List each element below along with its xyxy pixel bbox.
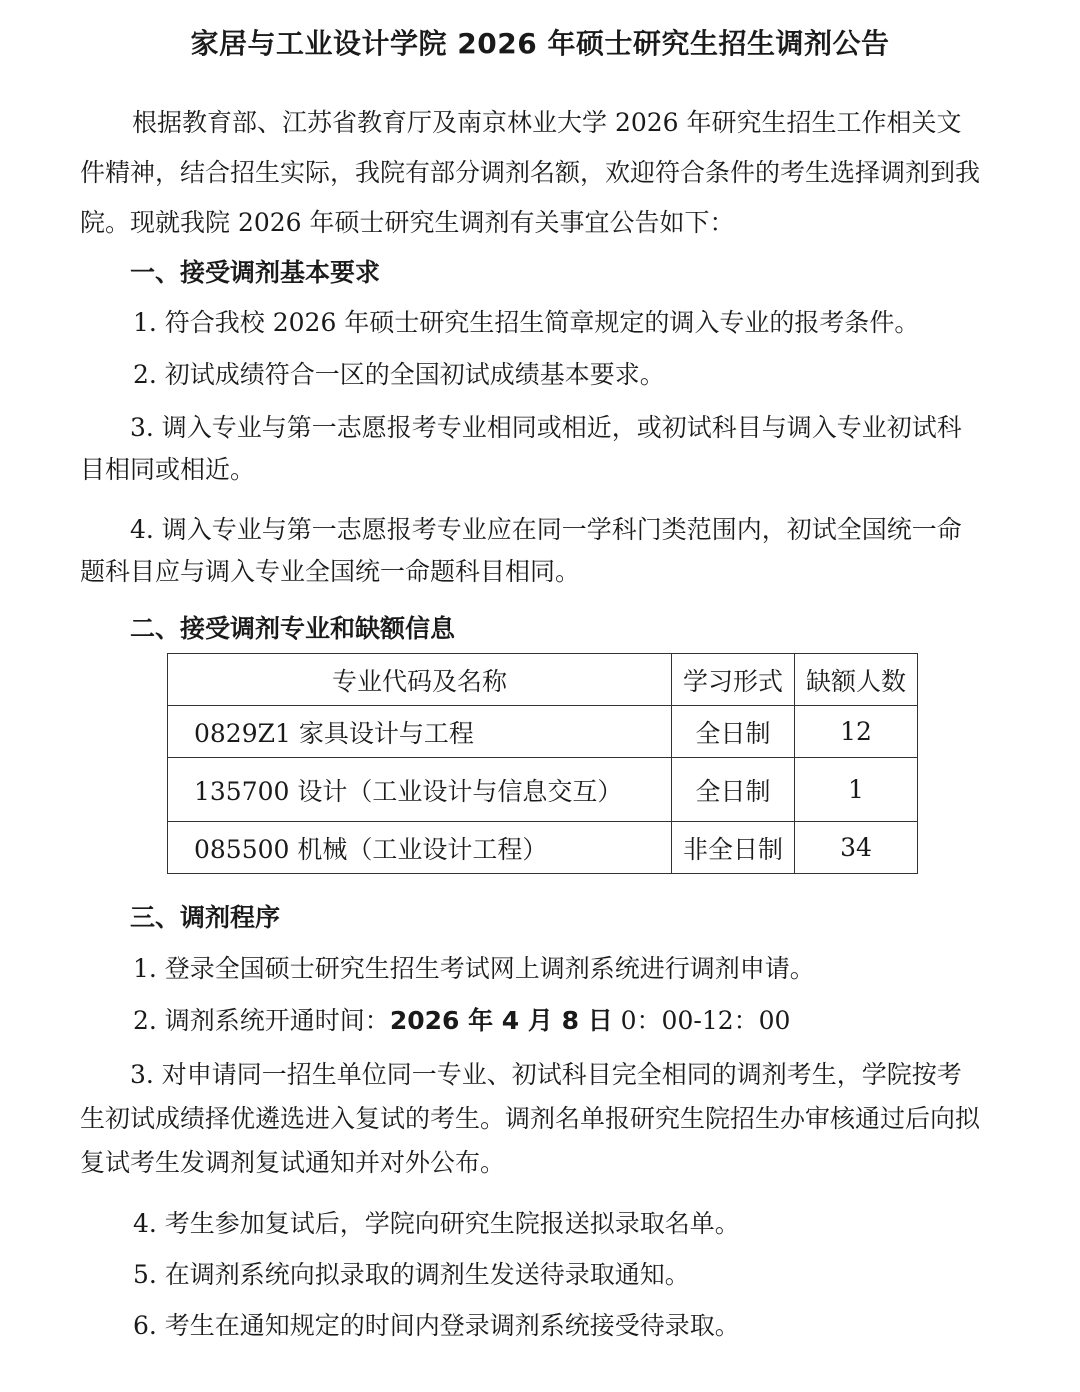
section2-heading: 二、接受调剂专业和缺额信息 bbox=[130, 614, 456, 643]
procedure-2-time: 0：00-12：00 bbox=[612, 1006, 791, 1035]
quota-table bbox=[167, 653, 918, 874]
table-row bbox=[168, 822, 918, 874]
requirement-2: 2. 初试成绩符合一区的全国初试成绩基本要求。 bbox=[133, 360, 665, 389]
cell-quota: 12 bbox=[795, 706, 918, 758]
procedure-2-label: 2. 调剂系统开通时间： bbox=[133, 1006, 390, 1035]
table-row bbox=[168, 758, 918, 822]
requirement-3: 3. 调入专业与第一志愿报考专业相同或相近，或初试科目与调入专业初试科目相同或相近。 bbox=[80, 413, 962, 484]
procedure-4: 4. 考生参加复试后，学院向研究生院报送拟录取名单。 bbox=[133, 1209, 740, 1238]
procedure-6: 6. 考生在通知规定的时间内登录调剂系统接受待录取。 bbox=[133, 1311, 740, 1340]
table-header-row bbox=[168, 654, 918, 706]
table-row bbox=[168, 706, 918, 758]
cell-study-mode: 全日制 bbox=[672, 758, 795, 822]
cell-major: 135700 设计（工业设计与信息交互） bbox=[168, 758, 672, 822]
header-major: 专业代码及名称 bbox=[168, 654, 672, 706]
cell-study-mode: 全日制 bbox=[672, 706, 795, 758]
section3-heading: 三、调剂程序 bbox=[130, 903, 281, 932]
procedure-2 bbox=[133, 1001, 790, 1041]
requirement-1: 1. 符合我校 2026 年硕士研究生招生简章规定的调入专业的报考条件。 bbox=[133, 308, 920, 337]
cell-study-mode: 非全日制 bbox=[672, 822, 795, 874]
cell-major: 0829Z1 家具设计与工程 bbox=[168, 706, 672, 758]
procedure-2-date: 2026 年 4 月 8 日 bbox=[389, 1006, 613, 1035]
document-title: 家居与工业设计学院 2026 年硕士研究生招生调剂公告 bbox=[190, 27, 890, 60]
section1-heading: 一、接受调剂基本要求 bbox=[130, 258, 381, 287]
header-quota: 缺额人数 bbox=[795, 654, 918, 706]
header-study-mode: 学习形式 bbox=[672, 654, 795, 706]
cell-quota: 34 bbox=[795, 822, 918, 874]
requirement-4: 4. 调入专业与第一志愿报考专业应在同一学科门类范围内，初试全国统一命题科目应与调入专业全国统一命题科目相同。 bbox=[80, 515, 962, 586]
cell-quota: 1 bbox=[795, 758, 918, 822]
procedure-5: 5. 在调剂系统向拟录取的调剂生发送待录取通知。 bbox=[133, 1260, 690, 1289]
cell-major: 085500 机械（工业设计工程） bbox=[168, 822, 672, 874]
procedure-1: 1. 登录全国硕士研究生招生考试网上调剂系统进行调剂申请。 bbox=[133, 954, 815, 983]
intro-paragraph: 根据教育部、江苏省教育厅及南京林业大学 2026 年研究生招生工作相关文件精神，结合招生实际，我院有部分调剂名额，欢迎符合条件的考生选择调剂到我院。现就我院 2026 年硕士研究生调剂有关事宜公告如下： bbox=[80, 108, 981, 237]
procedure-3: 3. 对申请同一招生单位同一专业、初试科目完全相同的调剂考生，学院按考生初试成绩择优遴选进入复试的考生。调剂名单报研究生院招生办审核通过后向拟复试考生发调剂复试通知并对外公布。 bbox=[80, 1060, 981, 1177]
